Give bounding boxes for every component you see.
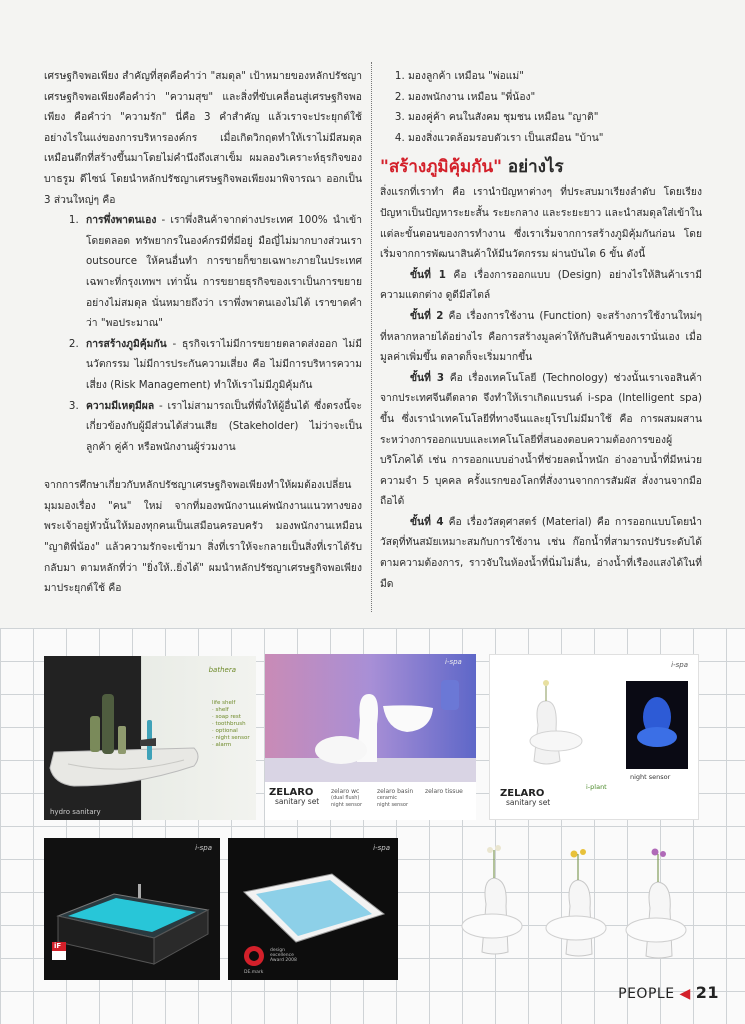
product-subtitle: sanitary set [506, 798, 551, 807]
principle-item [82, 396, 362, 458]
principle-title: ความมีเหตุมีผล [86, 399, 155, 412]
step-paragraph [380, 368, 702, 512]
bathtub-illustration [44, 838, 220, 980]
principle-item [82, 210, 362, 334]
brand-ispa: i-spa [195, 844, 212, 852]
view-item: 2. มองพนักงาน เหมือน "พี่น้อง" [408, 87, 702, 108]
photo-zelaro-night-sensor [489, 654, 699, 820]
lead-paragraph: สิ่งแรกที่เราทำ คือ เรานำปัญหาต่างๆ ที่ประสบมาเรียงลำดับ โดยเรียงปัญหาเป็นปัญหาระยะสั้น ระยะกลาง และระยะยาว และนำสมดุลใส่เข้าในแต่ละขั้นตอนของการทำงาน ซึ่งเราเริ่มจากการสร้างภูมิคุ้มกันก่อน โดยเริ่มจากการพัฒนาสินค้าให้มีนวัตกรรม ผ่านบันได 6 ขั้น ดังนี้ [380, 186, 702, 261]
left-column [44, 66, 362, 599]
product-title: ZELARO [500, 788, 545, 799]
bathtub-top-illustration [228, 838, 398, 980]
toilets-illustration [446, 836, 696, 970]
caption-basin-sub: night sensor [377, 802, 409, 808]
photo-toilets-row [446, 836, 696, 970]
step-paragraph [380, 265, 702, 306]
award-line: Award 2008 [270, 958, 297, 963]
view-item: 3. มองคู่ค้า คนในสังคม ชุมชน เหมือน "ญาติ" [408, 107, 702, 128]
feature-item: · night sensor [212, 735, 250, 741]
page-number: 21 [695, 983, 719, 1002]
caption-zelaro-basin [377, 788, 413, 809]
caption-zelaro-wc [331, 788, 362, 809]
step-paragraph [380, 512, 702, 594]
toilet-1 [462, 845, 522, 954]
step-label: ขั้นที่ 1 [410, 268, 446, 281]
caption-wc-sub: (dual flush) [331, 795, 360, 801]
column-divider [371, 62, 372, 612]
caption-basin-sub: ceramic [377, 795, 397, 801]
heading-accent: "สร้างภูมิคุ้มกัน" [380, 157, 502, 178]
award-line: design [270, 948, 285, 953]
feature-list [212, 700, 250, 749]
step-text: คือ เรื่องการใช้งาน (Function) จะสร้างการใช้งานใหม่ๆ ที่หลากหลายได้อย่างไร คือการสร้างมูลค่าให้กับสินค้าของเรานั่นเอง เมื่อมูลค่าเพิ่มขึ้น ตลาดก็จะเริ่มมากขึ้น [380, 309, 703, 364]
step-label: ขั้นที่ 3 [410, 371, 445, 384]
photo-spa-bathtub-if [44, 838, 220, 980]
toilet-2 [546, 849, 606, 956]
caption-zelaro-tissue: zelaro tissue [425, 788, 463, 795]
label-i-plant: i-plant [586, 783, 607, 791]
brand-ispa: i-spa [373, 844, 390, 852]
outro-paragraph: จากการศึกษาเกี่ยวกับหลักปรัชญาเศรษฐกิจพอเพียงทำให้ผมต้องเปลี่ยนมุมมองเรื่อง "คน" ใหม่ จากที่มองพนักงานแค่พนักงานแนวทางของพระเจ้าอยู่หัวนั้นให้มองทุกคนเป็นเสมือนครอบครัว มองพนักงานเหมือน "ญาติพี่น้อง" แล้วความรักจะเข้ามา สิ่งที่เราให้จะกลายเป็นสิ่งที่เราได้รับกลับมา ตามหลักที่ว่า "ยิ่งให้..ยิ่งได้" ผมนำหลักปรัชญาเศรษฐกิจพอเพียงมาประยุกต์ใช้ คือ [44, 479, 362, 595]
principle-text: - ธุรกิจเราไม่มีการขยายตลาดส่งออก ไม่มีนวัตกรรม ไม่มีการประกันความเสี่ยง คือ ไม่มีการบริหารความเสี่ยง (Risk Management) ทำให้เราไม่มีภูมิคุ้มกัน [86, 337, 362, 391]
award-de-brand: DE.mark [244, 970, 264, 975]
caption-basin-label: zelaro basin [377, 788, 414, 795]
step-text: คือ เรื่องวัสดุศาสตร์ (Material) คือ การออกแบบโดยนำวัสดุที่ทันสมัยเหมาะสมกับการใช้งาน เช่น ก๊อกน้ำที่สามารถปรับระดับได้ตามความต้องการ, ราวจับในห้องน้ำที่นิ่มไม่ลื่น, อ่างน้ำที่เรืองแสงได้ในที่มืด [380, 515, 702, 590]
feature-item: · soap rest [212, 714, 241, 720]
product-title: ZELARO [269, 787, 314, 798]
toilet-3 [626, 849, 686, 959]
zelaro-white-illustration [490, 655, 699, 783]
product-subtitle: sanitary set [275, 797, 320, 806]
feature-item: · toothbrush [212, 721, 246, 727]
award-de-text [270, 948, 297, 963]
photo-zelaro-set [265, 654, 476, 820]
principle-title: การสร้างภูมิคุ้มกัน [86, 337, 167, 350]
brand-bathera: bathera [208, 666, 236, 674]
principle-text: - เราไม่สามารถเป็นที่พึ่งให้ผู้อื่นได้ ซึ่งตรงนี้จะเกี่ยวข้องกับผู้มีส่วนได้ส่วนเสีย (Stakeholder) ไม่ว่าจะเป็น ลูกค้า คู่ค้า หรือพนักงานผู้ร่วมงาน [86, 399, 362, 453]
caption-wc-label: zelaro wc [331, 788, 360, 795]
magazine-name: PEOPLE [618, 986, 675, 1002]
step-text: คือ เรื่องเทคโนโลยี (Technology) ช่วงนั้นเราเจอสินค้าจากประเทศจีนตีตลาด จึงทำให้เราเกิดแบรนด์ i-spa (Intelligent spa) ขึ้น ซึ่งเรานำเทคโนโลยีที่ทางจีนและยุโรปไม่มีมาใช้ คือ การผสมผสานระหว่างการออกแบบและเทคโนโลยีที่สนองตอบความต้องการของผู้บริโภคได้ เช่น การออกแบบอ่างน้ำที่ช่วยลดน้ำหนัก อ่างอาบน้ำที่มีหน่วยความจำ 5 บุคคล ครั้งแรกของโลกที่สั่งงานจากการสัมผัส สั่งงานจากมือถือได้ [380, 371, 702, 508]
step-label: ขั้นที่ 2 [410, 309, 444, 322]
brand-ispa: i-spa [445, 658, 462, 666]
intro-paragraph: เศรษฐกิจพอเพียง สำคัญที่สุดคือคำว่า "สมดุล" เป้าหมายของหลักปรัชญาเศรษฐกิจพอเพียงคือคำว่า "ความสุข" และสิ่งที่ขับเคลื่อนสู่เศรษฐกิจพอเพียง คือคำว่า "ความรัก" นี่คือ 3 คำสำคัญ แล้วเราจะประยุกต์ใช้อย่างไรในแง่ของการบริหารองค์กร เมื่อเกิดวิกฤตทำให้เราไม่มีสมดุล เหมือนตึกที่สร้างขึ้นมาโดยไม่คำนึงถึงเสาเข็ม ผมลองวิเคราะห์ธุรกิจของบาธรูม ดีไซน์ โดยนำหลักปรัชญาเศรษฐกิจพอเพียงมาพิจารณา ออกเป็น 3 ส่วนใหญ่ๆ คือ [44, 70, 362, 206]
principle-title: การพึ่งพาตนเอง [86, 214, 157, 227]
principle-item [82, 334, 362, 396]
feature-item: · optional [212, 728, 238, 734]
view-list [380, 66, 702, 148]
arrow-icon: ◀ [679, 986, 691, 1002]
feature-title: life shelf [212, 700, 236, 706]
view-item: 1. มองลูกค้า เหมือน "พ่อแม่" [408, 66, 702, 87]
section-heading [380, 156, 702, 178]
zelaro-room-illustration [265, 654, 476, 782]
award-if: iF [54, 942, 62, 950]
heading-rest: อย่างไร [501, 157, 564, 178]
label-night-sensor: night sensor [630, 773, 671, 781]
right-column [380, 66, 702, 594]
feature-item: · alarm [212, 742, 232, 748]
photo-hydro-sanitary [44, 656, 256, 820]
page-footer [618, 983, 719, 1002]
award-line: excellence [270, 953, 294, 958]
step-text: คือ เรื่องการออกแบบ (Design) อย่างไรให้สินค้าเรามีความแตกต่าง ดูดีมีสไตล์ [380, 268, 702, 302]
caption-wc-sub: night sensor [331, 802, 363, 808]
feature-item: · shelf [212, 707, 229, 713]
photo-spa-bathtub-de [228, 838, 398, 980]
caption-hydro: hydro sanitary [50, 808, 101, 816]
principle-text: - เราพึ่งสินค้าจากต่างประเทศ 100% นำเข้าโดยตลอด ทรัพยากรในองค์กรมีที่มีอยู่ มือญี่ไม่มากบางส่วนเรา outsource ให้คนอื่นทำ การขายก็ขายเฉพาะภายในประเทศเฉพาะที่กรุงเทพฯ เท่านั้น การขยายธุรกิจของเราเป็นการขยายอย่างไม่สมดุล นั่นหมายถึงว่า เราพึ่งพาตนเองไม่ได้ เราขาดคำว่า "พอประมาณ" [86, 214, 362, 330]
view-item: 4. มองสิ่งแวดล้อมรอบตัวเรา เป็นเสมือน "บ้าน" [408, 128, 702, 149]
principles-list [44, 210, 362, 457]
brand-ispa: i-spa [671, 661, 688, 669]
step-paragraph [380, 306, 702, 368]
step-label: ขั้นที่ 4 [410, 515, 444, 528]
